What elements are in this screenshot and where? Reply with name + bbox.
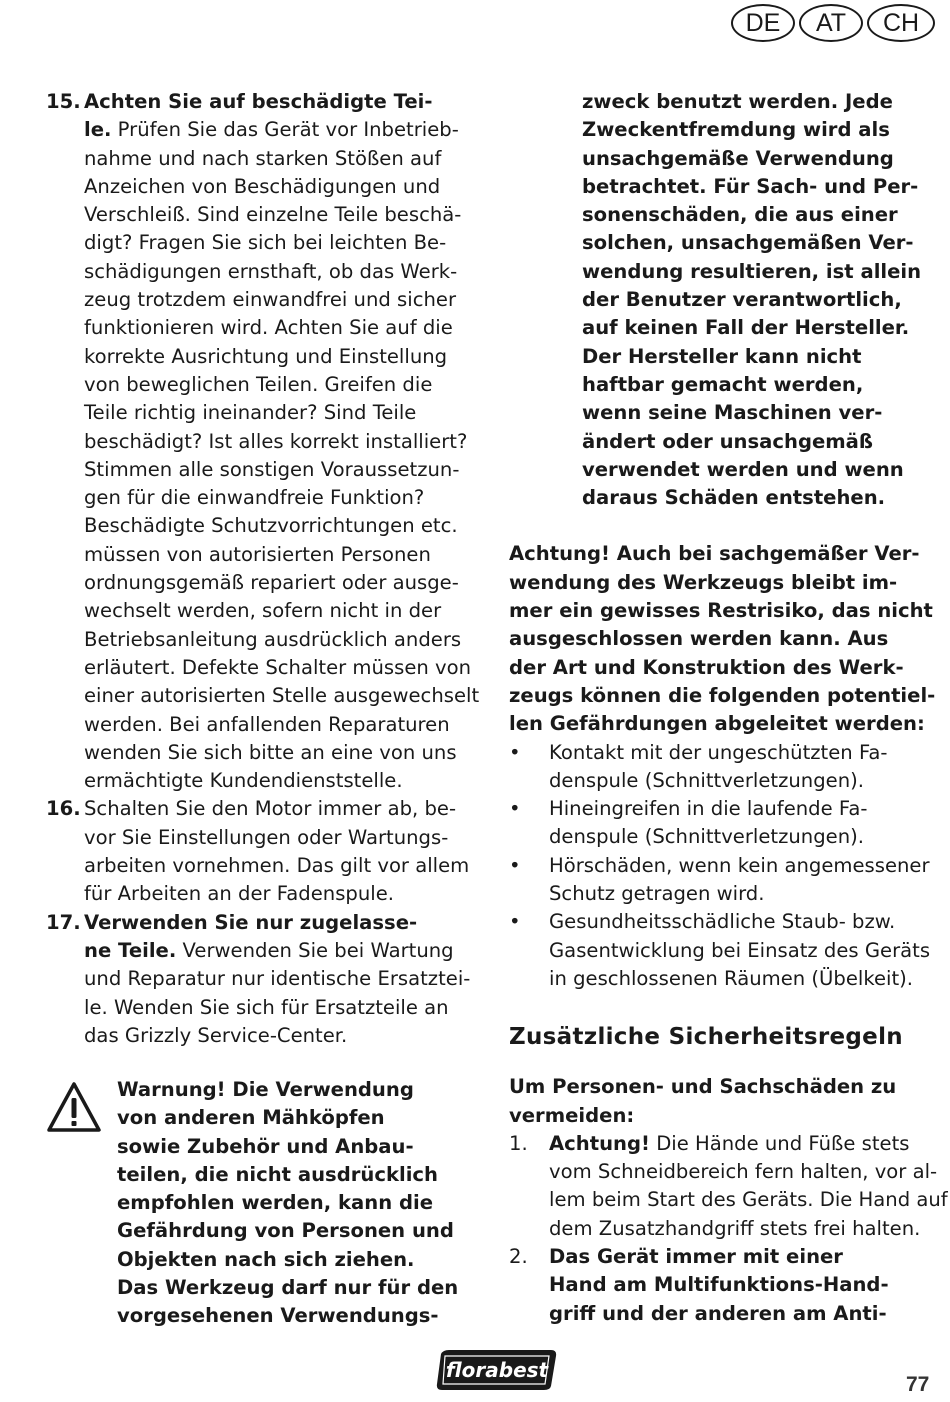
list-number: 1. bbox=[509, 1131, 528, 1155]
text-run: ordnungsgemäß repariert oder ausge- bbox=[84, 571, 459, 595]
text-line bbox=[46, 371, 478, 399]
text-run: Verwenden Sie bei Wartung bbox=[176, 938, 454, 962]
text-run: beschädigt? Ist alles korrekt installiert? bbox=[84, 429, 468, 453]
text-line bbox=[46, 399, 478, 427]
list-number bbox=[509, 1186, 549, 1214]
text-line bbox=[46, 428, 478, 456]
warning-line: verwendet werden und wenn bbox=[582, 457, 904, 481]
list-number bbox=[509, 1300, 549, 1328]
text-run: korrekte Ausrichtung und Einstellung bbox=[84, 344, 448, 368]
text-line bbox=[46, 711, 478, 739]
caution-line: ausgeschlossen werden kann. Aus bbox=[509, 627, 889, 651]
hazard-list-item bbox=[509, 852, 945, 909]
safety-item-17 bbox=[46, 909, 478, 1050]
warning-line: solchen, unsachgemäßen Ver- bbox=[582, 231, 914, 255]
text-line bbox=[46, 258, 478, 286]
list-number bbox=[509, 1215, 549, 1243]
text-line bbox=[46, 173, 478, 201]
subheading-line: vermeiden: bbox=[509, 1103, 635, 1127]
bold-phrase: Achten Sie auf beschädigte Tei- bbox=[84, 90, 433, 113]
bullet-symbol: • bbox=[509, 740, 521, 764]
warning-line: unsachgemäße Verwendung bbox=[582, 146, 894, 170]
logo-text: florabest bbox=[445, 1358, 549, 1382]
text-run: von beweglichen Teilen. Greifen die bbox=[84, 372, 433, 396]
text-run: denspule (Schnittverletzungen). bbox=[549, 768, 864, 792]
warning-line: teilen, die nicht ausdrücklich bbox=[117, 1162, 438, 1186]
safety-item-16 bbox=[46, 795, 478, 908]
text-line bbox=[46, 88, 478, 116]
text-run: zeug trotzdem einwandfrei und sicher bbox=[84, 288, 457, 312]
right-column bbox=[509, 88, 948, 1328]
text-line bbox=[46, 456, 478, 484]
warning-line: daraus Schäden entstehen. bbox=[582, 486, 886, 510]
text-run: Kontakt mit der ungeschützten Fa- bbox=[549, 740, 888, 764]
text-run: für Arbeiten an der Fadenspule. bbox=[84, 882, 394, 906]
warning-line: vorgesehenen Verwendungs- bbox=[117, 1304, 439, 1328]
text-line bbox=[46, 343, 478, 371]
line-content bbox=[549, 1186, 948, 1214]
bold-phrase: ne Teile. bbox=[84, 938, 177, 962]
caution-paragraph bbox=[509, 540, 945, 738]
text-line bbox=[46, 484, 478, 512]
item-number: 16. bbox=[46, 797, 81, 821]
text-run: arbeiten vornehmen. Das gilt vor allem bbox=[84, 854, 470, 878]
text-line bbox=[46, 682, 478, 710]
text-run: wechselt werden, sofern nicht in der bbox=[84, 599, 442, 623]
warning-line: auf keinen Fall der Hersteller. bbox=[582, 316, 910, 340]
text-line bbox=[46, 937, 478, 965]
text-line bbox=[46, 116, 478, 144]
text-run: funktionieren wird. Achten Sie auf die bbox=[84, 316, 453, 340]
bullet-symbol bbox=[509, 965, 549, 993]
text-line bbox=[509, 767, 945, 795]
text-line bbox=[509, 1158, 945, 1186]
text-line bbox=[46, 512, 478, 540]
line-content bbox=[549, 1215, 920, 1243]
country-badges bbox=[731, 4, 935, 42]
text-line bbox=[509, 965, 945, 993]
text-line bbox=[509, 908, 945, 936]
hazard-list-item bbox=[509, 908, 945, 993]
warning-line: Zweckentfremdung wird als bbox=[582, 118, 890, 142]
line-content bbox=[549, 1130, 909, 1158]
text-line bbox=[509, 1186, 948, 1214]
text-line bbox=[509, 1300, 945, 1328]
text-line bbox=[509, 1271, 945, 1299]
warning-line: der Benutzer verantwortlich, bbox=[582, 288, 902, 312]
text-line bbox=[46, 654, 478, 682]
text-line bbox=[509, 739, 945, 767]
bold-phrase: Verwenden Sie nur zugelasse- bbox=[84, 910, 418, 934]
text-run: in geschlossenen Räumen (Übelkeit). bbox=[549, 966, 914, 990]
caution-line: Achtung! Auch bei sachgemäßer Ver- bbox=[509, 542, 920, 566]
text-run: dem Zusatzhandgriff stets frei halten. bbox=[549, 1216, 921, 1240]
text-line bbox=[46, 314, 478, 342]
bullet-symbol: • bbox=[509, 910, 521, 934]
text-run: vor Sie Einstellungen oder Wartungs- bbox=[84, 825, 449, 849]
text-line bbox=[46, 201, 478, 229]
caution-line: len Gefährdungen abgeleitet werden: bbox=[509, 712, 925, 736]
hazard-list-item bbox=[509, 739, 945, 796]
bold-phrase: Das Gerät immer mit einer bbox=[549, 1244, 843, 1268]
text-run: ermächtigte Kundendienststelle. bbox=[84, 769, 403, 793]
text-run: Verschleiß. Sind einzelne Teile beschä- bbox=[84, 203, 462, 227]
subheading-line: Um Personen- und Sachschäden zu bbox=[509, 1075, 897, 1099]
text-run: Betriebsanleitung ausdrücklich anders bbox=[84, 627, 462, 651]
text-line bbox=[509, 795, 945, 823]
country-badge-ch: CH bbox=[867, 4, 935, 42]
text-run: Die Hände und Füße stets bbox=[649, 1131, 910, 1155]
florabest-logo bbox=[433, 1346, 561, 1394]
text-line bbox=[509, 852, 945, 880]
bold-phrase: griff und der anderen am Anti- bbox=[549, 1301, 887, 1325]
bullet-symbol bbox=[509, 880, 549, 908]
text-line bbox=[46, 597, 478, 625]
bullet-symbol: • bbox=[509, 797, 521, 821]
text-line bbox=[46, 626, 478, 654]
text-line bbox=[46, 739, 478, 767]
left-column bbox=[46, 88, 478, 1050]
text-run: Teile richtig ineinander? Sind Teile bbox=[84, 401, 417, 425]
item-number: 17. bbox=[46, 910, 81, 934]
text-run: erläutert. Defekte Schalter müssen von bbox=[84, 655, 472, 679]
bullet-symbol bbox=[509, 767, 549, 795]
rule-2 bbox=[509, 1243, 945, 1328]
warning-line: haftbar gemacht werden, bbox=[582, 372, 864, 396]
country-badge-at: AT bbox=[799, 4, 863, 42]
text-run: le. Wenden Sie sich für Ersatzteile an bbox=[84, 995, 449, 1019]
text-run: müssen von autorisierten Personen bbox=[84, 542, 431, 566]
text-line bbox=[46, 569, 478, 597]
text-run: Gesundheitsschädliche Staub- bzw. bbox=[549, 910, 896, 934]
rule-1 bbox=[509, 1130, 948, 1243]
warning-line: ändert oder unsachgemäß bbox=[582, 429, 873, 453]
text-line bbox=[46, 994, 478, 1022]
page-number: 77 bbox=[906, 1373, 930, 1396]
section-heading: Zusätzliche Sicherheitsregeln bbox=[509, 1024, 903, 1051]
text-run: digt? Fragen Sie sich bei leichten Be- bbox=[84, 231, 447, 255]
warning-text bbox=[117, 1076, 482, 1331]
item-number: 15. bbox=[46, 90, 81, 113]
caution-line: der Art und Konstruktion des Werk- bbox=[509, 655, 904, 679]
text-line bbox=[46, 965, 478, 993]
text-run: einer autorisierten Stelle ausgewechselt bbox=[84, 684, 480, 708]
bullet-symbol bbox=[509, 937, 549, 965]
text-run: nahme und nach starken Stößen auf bbox=[84, 146, 442, 170]
text-line bbox=[509, 823, 945, 851]
warning-line: sowie Zubehör und Anbau- bbox=[117, 1134, 414, 1158]
text-line bbox=[509, 937, 945, 965]
warning-line: Gefährdung von Personen und bbox=[117, 1219, 454, 1243]
text-run: und Reparatur nur identische Ersatztei- bbox=[84, 967, 471, 991]
safety-item-15 bbox=[46, 88, 478, 795]
text-line bbox=[46, 229, 478, 257]
warning-line: Das Werkzeug darf nur für den bbox=[117, 1276, 459, 1300]
warning-triangle-icon bbox=[46, 1080, 102, 1136]
hazard-list-item bbox=[509, 795, 945, 852]
text-line bbox=[46, 767, 478, 795]
caution-line: zeugs können die folgenden potentiel- bbox=[509, 683, 936, 707]
text-run: wenden Sie sich bitte an eine von uns bbox=[84, 740, 457, 764]
warning-line: zweck benutzt werden. Jede bbox=[582, 90, 893, 113]
text-line bbox=[509, 1215, 945, 1243]
caution-line: mer ein gewisses Restrisiko, das nicht bbox=[509, 599, 933, 623]
line-content bbox=[549, 1158, 937, 1186]
text-line bbox=[46, 286, 478, 314]
warning-continued bbox=[509, 88, 945, 512]
hazard-list bbox=[509, 739, 945, 994]
text-line bbox=[46, 1022, 478, 1050]
list-number bbox=[509, 1271, 549, 1299]
warning-line: Der Hersteller kann nicht bbox=[582, 344, 862, 368]
text-run: Hörschäden, wenn kein angemessener bbox=[549, 853, 930, 877]
bullet-symbol: • bbox=[509, 853, 521, 877]
text-run: Gasentwicklung bei Einsatz des Geräts bbox=[549, 938, 931, 962]
text-run: Prüfen Sie das Gerät vor Inbetrieb- bbox=[111, 118, 459, 142]
warning-line: sonenschäden, die aus einer bbox=[582, 203, 898, 227]
list-number bbox=[509, 1158, 549, 1186]
text-line bbox=[46, 852, 478, 880]
text-run: Schutz getragen wird. bbox=[549, 882, 765, 906]
text-line bbox=[46, 541, 478, 569]
text-run: werden. Bei anfallenden Reparaturen bbox=[84, 712, 450, 736]
text-run: das Grizzly Service-Center. bbox=[84, 1023, 348, 1047]
text-run: schädigungen ernsthaft, ob das Werk- bbox=[84, 259, 458, 283]
text-line bbox=[509, 1243, 945, 1271]
text-line bbox=[509, 880, 945, 908]
text-line bbox=[509, 1130, 945, 1158]
subheading bbox=[509, 1073, 945, 1130]
text-line bbox=[46, 824, 478, 852]
text-run: Beschädigte Schutzvorrichtungen etc. bbox=[84, 514, 458, 538]
text-line bbox=[46, 880, 478, 908]
warning-line: Warnung! Die Verwendung bbox=[117, 1078, 414, 1101]
text-run: lem beim Start des Geräts. Die Hand auf bbox=[549, 1188, 948, 1212]
text-line bbox=[46, 795, 478, 823]
list-number: 2. bbox=[509, 1244, 528, 1268]
bullet-symbol bbox=[509, 823, 549, 851]
bold-phrase: Achtung! bbox=[549, 1131, 650, 1155]
caution-line: wendung des Werkzeugs bleibt im- bbox=[509, 570, 898, 594]
country-badge-de: DE bbox=[731, 4, 795, 42]
warning-line: wendung resultieren, ist allein bbox=[582, 259, 922, 283]
warning-line: betrachtet. Für Sach- und Per- bbox=[582, 174, 919, 198]
text-run: Stimmen alle sonstigen Voraussetzun- bbox=[84, 457, 460, 481]
warning-line: empfohlen werden, kann die bbox=[117, 1191, 434, 1215]
text-line bbox=[46, 909, 478, 937]
warning-line: Objekten nach sich ziehen. bbox=[117, 1247, 415, 1271]
bold-phrase: le. bbox=[84, 118, 112, 142]
text-run: Anzeichen von Beschädigungen und bbox=[84, 174, 441, 198]
text-run: denspule (Schnittverletzungen). bbox=[549, 825, 864, 849]
text-run: Hineingreifen in die laufende Fa- bbox=[549, 797, 868, 821]
text-run: gen für die einwandfreie Funktion? bbox=[84, 486, 425, 510]
text-run: vom Schneidbereich fern halten, vor al- bbox=[549, 1160, 938, 1184]
text-run: Schalten Sie den Motor immer ab, be- bbox=[84, 797, 457, 821]
text-line bbox=[46, 145, 478, 173]
bold-phrase: Hand am Multifunktions-Hand- bbox=[549, 1273, 889, 1297]
warning-line: wenn seine Maschinen ver- bbox=[582, 401, 883, 425]
warning-line: von anderen Mähköpfen bbox=[117, 1106, 385, 1130]
